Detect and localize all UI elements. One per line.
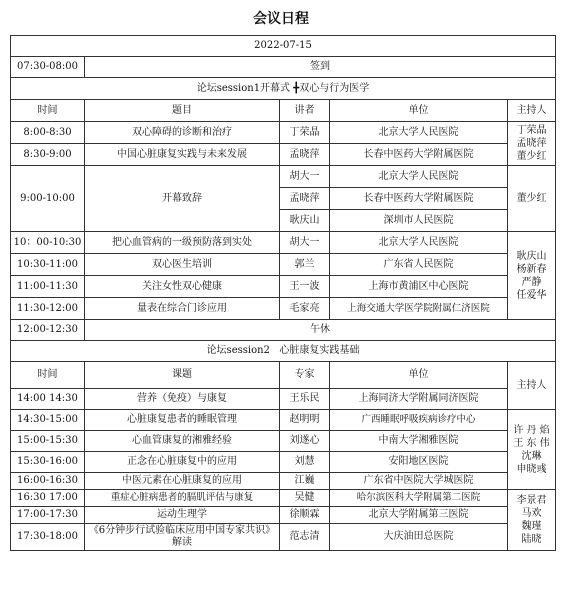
row-unit: 上海同济大学附属同济医院 [330, 389, 508, 410]
row-speaker: 郭兰 [280, 254, 330, 276]
row-unit: 广东省人民医院 [330, 254, 508, 276]
table-row [11, 507, 556, 524]
row-speaker: 王乐民 [280, 389, 330, 410]
lunch-time: 12:00-12:30 [11, 320, 85, 341]
row-time: 10:30-11:00 [11, 254, 85, 276]
row-time: 17:30-18:00 [11, 524, 85, 551]
row-topic: 运动生理学 [85, 507, 280, 524]
table-row [11, 524, 556, 551]
host-name: 马欢 [521, 508, 542, 519]
header-time: 时间 [11, 100, 85, 122]
host-name: 严静 [521, 276, 542, 288]
row-speaker: 毛家亮 [280, 298, 330, 320]
host-name: 丁荣晶 [516, 125, 547, 136]
host-name: 耿庆山 [516, 250, 547, 262]
table-row [11, 166, 556, 188]
row-unit: 哈尔滨医科大学附属第二医院 [330, 490, 508, 507]
table-row [11, 389, 556, 410]
session2-title-row [11, 341, 556, 362]
row-time: 8:30-9:00 [11, 144, 85, 166]
checkin-time: 07:30-08:00 [11, 57, 85, 78]
table-row [11, 473, 556, 490]
header-time: 时间 [11, 362, 85, 389]
row-time: 9:00-10:00 [11, 166, 85, 232]
row-unit: 北京大学附属第三医院 [330, 507, 508, 524]
host-name: 杨新春 [516, 263, 547, 275]
host-name: 任爱华 [516, 289, 547, 301]
row-unit: 长春中医药大学附属医院 [330, 188, 508, 210]
row-speaker: 胡大一 [280, 166, 330, 188]
page-title: 会议日程 [253, 11, 309, 27]
header-host: 主持人 [508, 100, 556, 122]
row-unit: 上海市黄浦区中心医院 [330, 276, 508, 298]
row-topic: 心血管康复的湘雅经验 [85, 431, 280, 452]
table-row [11, 452, 556, 473]
table-row [11, 410, 556, 431]
table-row [11, 232, 556, 254]
session2-title: 论坛session2 心脏康复实践基础 [11, 341, 556, 362]
row-unit: 北京大学人民医院 [330, 232, 508, 254]
row-topic: 开幕致辞 [85, 166, 280, 232]
row-time: 15:30-16:00 [11, 452, 85, 473]
row-time: 8:00-8:30 [11, 122, 85, 144]
host-name: 李景君 [516, 495, 547, 506]
row-time: 17:00-17:30 [11, 507, 85, 524]
host-cell [508, 122, 556, 166]
row-unit: 长春中医药大学附属医院 [330, 144, 508, 166]
row-unit: 大庆油田总医院 [330, 524, 508, 551]
host-name: 董少红 [516, 151, 547, 162]
session1-title-row [11, 78, 556, 100]
row-time: 10：00-10:30 [11, 232, 85, 254]
row-speaker: 吴健 [280, 490, 330, 507]
table-row [11, 122, 556, 144]
table-row [11, 144, 556, 166]
session1-header-row [11, 100, 556, 122]
row-speaker: 耿庆山 [280, 210, 330, 232]
checkin-row [11, 57, 556, 78]
host-name: 陆晓 [521, 534, 542, 545]
header-unit: 单位 [330, 362, 508, 389]
host-name: 许 丹 焰 [513, 424, 550, 436]
row-topic: 重症心脏病患者的膈肌评估与康复 [85, 490, 280, 507]
header-unit: 单位 [330, 100, 508, 122]
row-unit: 深圳市人民医院 [330, 210, 508, 232]
lunch-row [11, 320, 556, 341]
checkin-label: 签到 [85, 57, 556, 78]
row-time: 11:00-11:30 [11, 276, 85, 298]
row-speaker: 刘慧 [280, 452, 330, 473]
header-topic: 题目 [85, 100, 280, 122]
row-speaker: 赵明明 [280, 410, 330, 431]
host-name: 董少红 [516, 193, 547, 204]
host-cell [508, 166, 556, 232]
row-time: 15:00-15:30 [11, 431, 85, 452]
row-topic: 营养（免疫）与康复 [85, 389, 280, 410]
row-unit: 广东省中医院大学城医院 [330, 473, 508, 490]
row-topic: 双心障碍的诊断和治疗 [85, 122, 280, 144]
row-speaker: 丁荣晶 [280, 122, 330, 144]
host-cell [508, 490, 556, 551]
row-topic: 中国心脏康复实践与未来发展 [85, 144, 280, 166]
row-speaker: 王一波 [280, 276, 330, 298]
row-speaker: 徐顺霖 [280, 507, 330, 524]
header-topic: 课题 [85, 362, 280, 389]
header-speaker: 专家 [280, 362, 330, 389]
row-topic: 中医元素在心脏康复的应用 [85, 473, 280, 490]
row-topic: 《6分钟步行试验临床应用中国专家共识》解读 [85, 524, 280, 551]
table-row [11, 298, 556, 320]
row-unit: 北京大学人民医院 [330, 122, 508, 144]
row-speaker: 江巍 [280, 473, 330, 490]
host-name: 王 东 伟 [513, 437, 550, 449]
host-cell [508, 232, 556, 320]
row-speaker: 胡大一 [280, 232, 330, 254]
row-unit: 广西睡眠呼吸疾病诊疗中心 [330, 410, 508, 431]
date-row [11, 36, 556, 57]
row-unit: 北京大学人民医院 [330, 166, 508, 188]
host-cell [508, 410, 556, 490]
row-speaker: 孟晓萍 [280, 188, 330, 210]
row-topic: 心脏康复患者的睡眠管理 [85, 410, 280, 431]
row-unit: 上海交通大学医学院附属仁济医院 [330, 298, 508, 320]
row-speaker: 范志清 [280, 524, 330, 551]
host-name: 沈琳 [521, 450, 542, 462]
row-topic: 关注女性双心健康 [85, 276, 280, 298]
row-topic: 量表在综合门诊应用 [85, 298, 280, 320]
row-topic: 双心医生培训 [85, 254, 280, 276]
session2-header-row [11, 362, 556, 389]
host-name: 孟晓萍 [516, 138, 547, 149]
table-row [11, 490, 556, 507]
row-time: 16:30 17:00 [11, 490, 85, 507]
table-row [11, 276, 556, 298]
row-topic: 把心血管病的一级预防落到实处 [85, 232, 280, 254]
session1-title: 论坛session1开幕式 ╋双心与行为医学 [11, 78, 556, 100]
row-time: 11:30-12:00 [11, 298, 85, 320]
table-row [11, 254, 556, 276]
row-time: 16:00-16:30 [11, 473, 85, 490]
header-speaker: 讲者 [280, 100, 330, 122]
schedule-table [10, 35, 556, 551]
row-time: 14:30-15:00 [11, 410, 85, 431]
date-cell: 2022-07-15 [11, 36, 556, 57]
host-name: 魏瑾 [521, 521, 542, 532]
row-speaker: 刘遂心 [280, 431, 330, 452]
table-row [11, 431, 556, 452]
lunch-label: 午休 [85, 320, 556, 341]
row-unit: 安阳地区医院 [330, 452, 508, 473]
row-time: 14:00 14:30 [11, 389, 85, 410]
row-unit: 中南大学湘雅医院 [330, 431, 508, 452]
row-topic: 正念在心脏康复中的应用 [85, 452, 280, 473]
host-name: 申晓彧 [516, 463, 547, 475]
header-host: 主持人 [508, 362, 556, 410]
row-speaker: 孟晓萍 [280, 144, 330, 166]
